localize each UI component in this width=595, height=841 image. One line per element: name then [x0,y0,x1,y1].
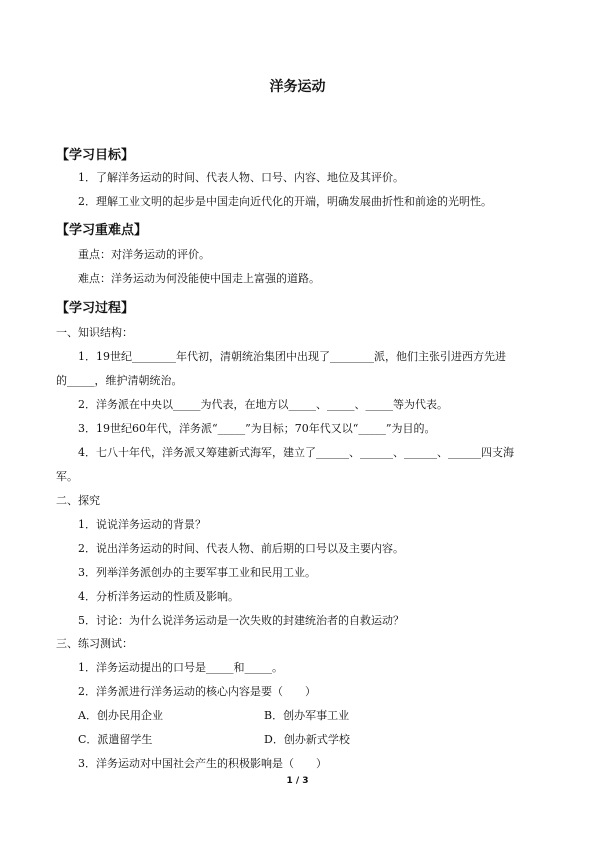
question-2: 2．洋务派进行洋务运动的核心内容是要（ ） [78,685,316,698]
goal-item: 2．理解工业文明的起步是中国走向近代化的开端，明确发展曲折性和前途的光明性。 [78,195,492,208]
question-3: 3．洋务运动对中国社会产生的积极影响是（ ） [78,757,327,770]
part2-line: 3．列举洋务派创办的主要军事工业和民用工业。 [78,566,316,579]
part2-line: 4．分析洋务运动的性质及影响。 [78,590,239,603]
part1-line: 4．七八十年代，洋务派又筹建新式海军，建立了______、______、______、______四支海 [78,446,514,459]
option-d: D．创办新式学校 [264,733,350,746]
part3-title: 三、练习测试： [56,637,133,650]
part1-title: 一、知识结构： [56,326,133,339]
goals-heading: 【学习目标】 [56,148,135,163]
question-1: 1．洋务运动提出的口号是_____和_____。 [78,661,283,674]
option-a: A．创办民用企业 [78,709,163,722]
option-b: B．创办军事工业 [264,709,350,722]
part1-line: 军。 [56,470,78,483]
part2-title: 二、探究 [56,494,100,507]
option-c: C．派遣留学生 [78,733,153,746]
goal-item: 1．了解洋务运动的时间、代表人物、口号、内容、地位及其评价。 [78,171,404,184]
part2-line: 2．说出洋务运动的时间、代表人物、前后期的口号以及主要内容。 [78,542,404,555]
part1-line: 的_____，维护清朝统治。 [56,374,183,387]
part1-line: 3．19世纪60年代，洋务派“_____”为目标；70年代又以“_____”为目的。 [78,422,436,435]
process-heading: 【学习过程】 [56,301,135,316]
page-title: 洋务运动 [269,79,326,95]
part2-line: 5．讨论：为什么说洋务运动是一次失败的封建统治者的自救运动？ [78,614,404,627]
key-points-heading: 【学习重难点】 [56,223,148,238]
part1-line: 1．19世纪________年代初，清朝统治集团中出现了________派，他们主张引进西方先进 [78,350,506,363]
key-point-item: 难点：洋务运动为何没能使中国走上富强的道路。 [78,272,320,285]
part2-line: 1．说说洋务运动的背景？ [78,518,206,531]
page-number: 1 / 3 [286,776,309,786]
part1-line: 2．洋务派在中央以_____为代表，在地方以_____、_____、_____等为代表。 [78,398,448,411]
key-point-item: 重点：对洋务运动的评价。 [78,248,210,261]
